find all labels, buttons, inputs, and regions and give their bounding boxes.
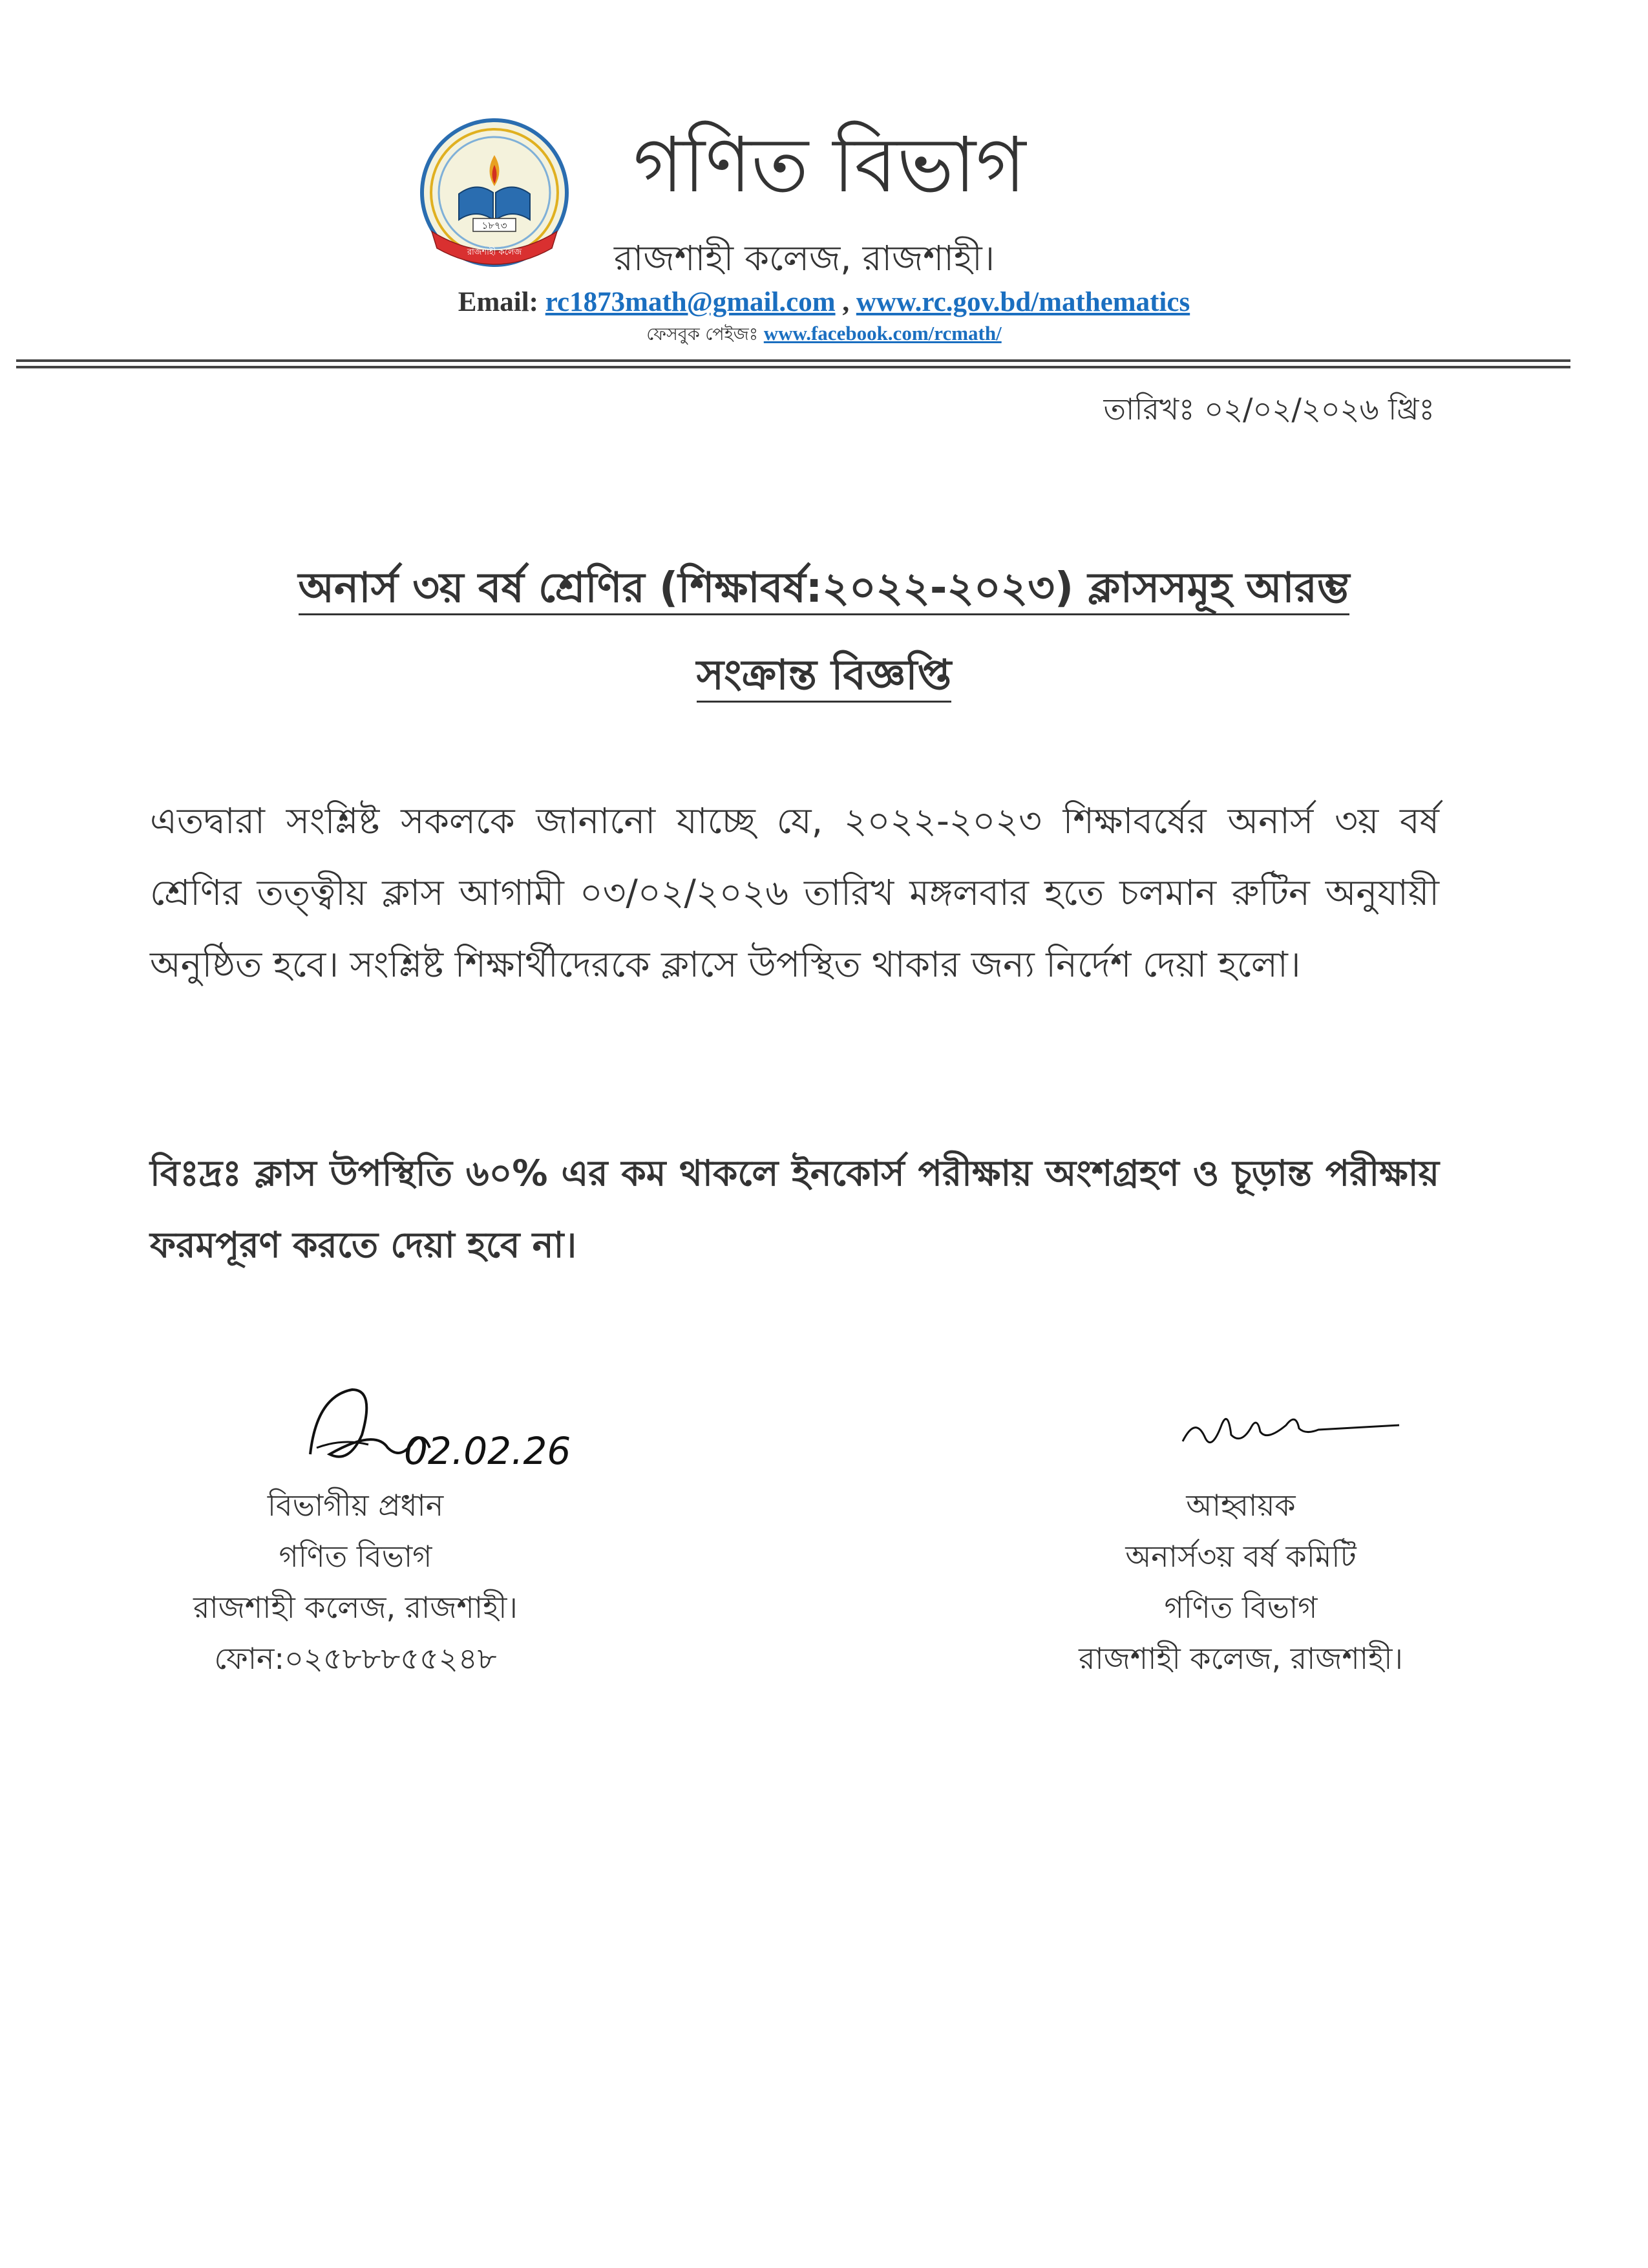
college-logo: [414, 116, 575, 278]
notice-title: [0, 556, 1648, 620]
email-link[interactable]: rc1873math@gmail.com: [545, 287, 836, 317]
signatory-left: [129, 1480, 582, 1684]
website-link[interactable]: www.rc.gov.bd/mathematics: [856, 287, 1190, 317]
signatory-left-department: গণিত বিভাগ: [279, 1539, 432, 1574]
email-label: Email:: [458, 287, 538, 317]
logo-ribbon-text: রাজশাহী কলেজ: [467, 248, 522, 257]
facebook-link[interactable]: www.facebook.com/rcmath/: [763, 322, 1002, 344]
notice-note: বিঃদ্রঃ ক্লাস উপস্থিতি ৬০% এর কম থাকলে ইনকোর্স পরীক্ষায় অংশগ্রহণ ও চূড়ান্ত পরীক্ষায় ফরমপূরণ করতে দেয়া হবে না।: [150, 1152, 1439, 1266]
notice-title-line2: সংক্রান্ত বিজ্ঞপ্তি: [697, 652, 951, 703]
signatory-left-title: বিভাগীয় প্রধান: [267, 1488, 444, 1523]
contact-separator: ,: [842, 287, 850, 317]
signatory-right-title: আহ্বায়ক: [1186, 1488, 1296, 1523]
signatory-right-department: গণিত বিভাগ: [1164, 1590, 1318, 1625]
signatory-right-committee: অনার্স৩য় বর্ষ কমিটি: [1125, 1539, 1357, 1574]
notice-date: তারিখঃ ০২/০২/২০২৬ খ্রিঃ: [1103, 392, 1435, 427]
signatory-left-phone: ফোন:০২৫৮৮৮৫৫২৪৮: [214, 1641, 497, 1676]
college-name: রাজশাহী কলেজ, রাজশাহী।: [614, 238, 995, 279]
head-signature: [291, 1357, 627, 1487]
signature-date: 02.02.26: [404, 1429, 571, 1473]
facebook-line: [0, 321, 1648, 348]
signatory-right: [1015, 1480, 1467, 1684]
signatory-left-college: রাজশাহী কলেজ, রাজশাহী।: [193, 1590, 518, 1625]
facebook-label: ফেসবুক পেইজঃ: [646, 324, 759, 344]
department-title: গণিত বিভাগ: [633, 120, 1026, 209]
notice-title-line1: অনার্স ৩য় বর্ষ শ্রেণির (শিক্ষাবর্ষ:২০২২-২০২৩) ক্লাসসমূহ আরম্ভ: [299, 564, 1350, 615]
notice-subtitle: [0, 643, 1648, 708]
notice-body: এতদ্বারা সংশ্লিষ্ট সকলকে জানানো যাচ্ছে যে, ২০২২-২০২৩ শিক্ষাবর্ষের অনার্স ৩য় বর্ষ শ্রেণির তত্ত্বীয় ক্লাস আগামী ০৩/০২/২০২৬ তারিখ মঙ্গলবার হতে চলমান রুটিন অনুযায়ী অনুষ্ঠিত হবে। সংশ্লিষ্ট শিক্ষার্থীদেরকে ক্লাসে উপস্থিত থাকার জন্য নির্দেশ দেয়া হলো।: [150, 800, 1439, 985]
logo-year: ১৮৭৩: [481, 220, 507, 231]
contact-line: [0, 283, 1648, 322]
header-rule-top: [16, 359, 1570, 362]
header-rule-bottom: [16, 366, 1570, 368]
convener-signature: [1176, 1390, 1409, 1461]
signatory-right-college: রাজশাহী কলেজ, রাজশাহী।: [1079, 1641, 1403, 1676]
